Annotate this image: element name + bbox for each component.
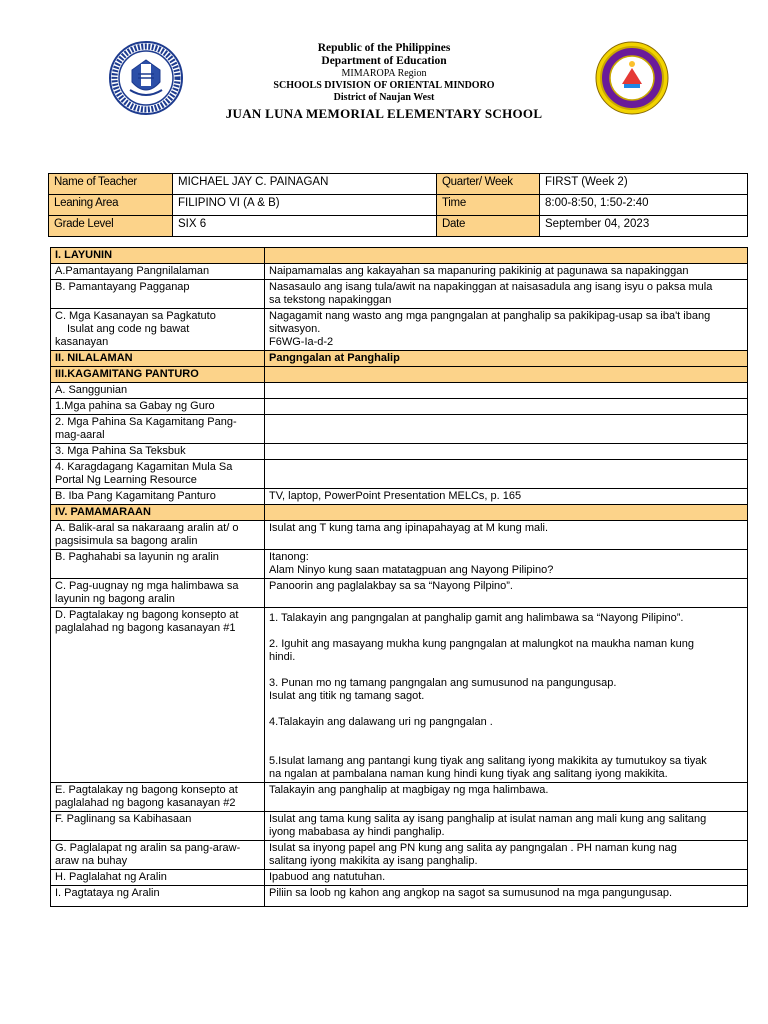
line: pagsisimula sa bagong aralin bbox=[55, 535, 198, 547]
line: F6WG-Ia-d-2 bbox=[269, 336, 334, 348]
empty-cell bbox=[265, 460, 748, 489]
teacher-value: MICHAEL JAY C. PAINAGAN bbox=[173, 174, 437, 195]
empty-cell bbox=[265, 444, 748, 460]
info-row bbox=[49, 195, 748, 216]
row-value bbox=[265, 608, 748, 783]
line: sa tekstong napakinggan bbox=[269, 294, 392, 306]
line: Nasasaulo ang isang tula/awit na napakinggan at naisasadula ang isang isyu o paksa mula bbox=[269, 281, 713, 293]
table-row bbox=[51, 383, 748, 399]
line: C. Pag-uugnay ng mga halimbawa sa bbox=[55, 580, 239, 592]
date-label: Date bbox=[437, 216, 540, 237]
school-name: JUAN LUNA MEMORIAL ELEMENTARY SCHOOL bbox=[225, 106, 543, 121]
row-label bbox=[51, 309, 265, 351]
row-value: Panoorin ang paglalakbay sa sa “Nayong Pilpino”. bbox=[265, 579, 748, 608]
line: A. Balik-aral sa nakaraang aralin at/ o bbox=[55, 522, 239, 534]
section-row bbox=[51, 367, 748, 383]
line: Isulat ang code ng bawat bbox=[67, 323, 190, 335]
table-row bbox=[51, 489, 748, 505]
line: Nagagamit nang wasto ang mga pangngalan at panghalip sa pakikipag-usap sa iba't ibang bbox=[269, 310, 711, 322]
row-label bbox=[51, 608, 265, 783]
row-value: Isulat ang T kung tama ang ipinapahayag at M kung mali. bbox=[265, 521, 748, 550]
table-row bbox=[51, 550, 748, 579]
table-row bbox=[51, 608, 748, 783]
empty-cell bbox=[265, 383, 748, 399]
quarter-value: FIRST (Week 2) bbox=[540, 174, 748, 195]
area-value: FILIPINO VI (A & B) bbox=[173, 195, 437, 216]
line: araw na buhay bbox=[55, 855, 128, 867]
line: layunin ng bagong aralin bbox=[55, 593, 175, 605]
line: C. Mga Kasanayan sa Pagkatuto bbox=[55, 310, 216, 322]
line: paglalahad ng bagong kasanayan #1 bbox=[55, 622, 236, 634]
row-label bbox=[51, 460, 265, 489]
table-row bbox=[51, 783, 748, 812]
row-label bbox=[51, 841, 265, 870]
table-row bbox=[51, 460, 748, 489]
table-row bbox=[51, 415, 748, 444]
row-label: 3. Mga Pahina Sa Teksbuk bbox=[51, 444, 265, 460]
line: Alam Ninyo kung saan matatagpuan ang Nayong Pilipino? bbox=[269, 564, 554, 576]
row-value bbox=[265, 550, 748, 579]
line: paglalahad ng bagong kasanayan #2 bbox=[55, 797, 236, 809]
line: 4.Talakayin ang dalawang uri ng pangngalan . bbox=[269, 716, 493, 728]
table-row bbox=[51, 812, 748, 841]
row-label: I. Pagtataya ng Aralin bbox=[51, 886, 265, 907]
row-label: 1.Mga pahina sa Gabay ng Guro bbox=[51, 399, 265, 415]
empty-cell bbox=[265, 415, 748, 444]
time-value: 8:00-8:50, 1:50-2:40 bbox=[540, 195, 748, 216]
quarter-label: Quarter/ Week bbox=[437, 174, 540, 195]
row-label: B. Pamantayang Pagganap bbox=[51, 280, 265, 309]
table-row bbox=[51, 521, 748, 550]
line: Isulat sa inyong papel ang PN kung ang salita ay pangngalan . PH naman kung nag bbox=[269, 842, 677, 854]
row-value: Talakayin ang panghalip at magbigay ng mga halimbawa. bbox=[265, 783, 748, 812]
line: Isulat ang titik ng tamang sagot. bbox=[269, 690, 425, 702]
lesson-plan-table bbox=[50, 247, 748, 907]
table-row bbox=[51, 264, 748, 280]
line: Itanong: bbox=[269, 551, 309, 563]
row-label: A. Sanggunian bbox=[51, 383, 265, 399]
letterhead bbox=[0, 42, 768, 122]
info-row bbox=[49, 174, 748, 195]
line: na ngalan at pambalana naman kung hindi kung tiyak ang salitang iyong makikita. bbox=[269, 768, 668, 780]
date-value: September 04, 2023 bbox=[540, 216, 748, 237]
row-label: F. Paglinang sa Kabihasaan bbox=[51, 812, 265, 841]
row-value bbox=[265, 309, 748, 351]
line: 3. Punan mo ng tamang pangngalan ang sumusunod na pangungusap. bbox=[269, 677, 617, 689]
row-value bbox=[265, 280, 748, 309]
table-row bbox=[51, 309, 748, 351]
line: 4. Karagdagang Kagamitan Mula Sa bbox=[55, 461, 233, 473]
section-layunin: I. LAYUNIN bbox=[51, 248, 265, 264]
line: Isulat ang tama kung salita ay isang panghalip at isulat naman ang mali kung ang salitang bbox=[269, 813, 707, 825]
division-line: SCHOOLS DIVISION OF ORIENTAL MINDORO bbox=[273, 80, 495, 91]
line: G. Paglalapat ng aralin sa pang-araw- bbox=[55, 842, 241, 854]
time-label: Time bbox=[437, 195, 540, 216]
region-line: MIMAROPA Region bbox=[341, 68, 427, 79]
info-row bbox=[49, 216, 748, 237]
line: sitwasyon. bbox=[269, 323, 321, 335]
line: 2. Iguhit ang masayang mukha kung pangngalan at malungkot na maukha naman kung bbox=[269, 638, 695, 650]
row-value: Ipabuod ang natutuhan. bbox=[265, 870, 748, 886]
row-label: A.Pamantayang Pangnilalaman bbox=[51, 264, 265, 280]
line: hindi. bbox=[269, 651, 296, 663]
row-value: Naipamamalas ang kakayahan sa mapanuring pakikinig at pagunawa sa napakinggan bbox=[265, 264, 748, 280]
section-row bbox=[51, 248, 748, 264]
area-label: Leaning Area bbox=[49, 195, 173, 216]
district-line: District of Naujan West bbox=[333, 92, 435, 103]
line: 5.Isulat lamang ang pantangi kung tiyak ang salitang iyong makikita ay tumutukoy sa tiyak bbox=[269, 755, 707, 767]
line: 2. Mga Pahina Sa Kagamitang Pang- bbox=[55, 416, 237, 428]
line: kasanayan bbox=[55, 336, 109, 348]
row-label bbox=[51, 783, 265, 812]
row-label bbox=[51, 521, 265, 550]
line: 1. Talakayin ang pangngalan at panghalip gamit ang halimbawa sa “Nayong Pilipino”. bbox=[269, 612, 684, 624]
section-pamamaraan: IV. PAMAMARAAN bbox=[51, 505, 265, 521]
line: D. Pagtalakay ng bagong konsepto at bbox=[55, 609, 239, 621]
table-row bbox=[51, 280, 748, 309]
row-label bbox=[51, 579, 265, 608]
section-kagamitan: III.KAGAMITANG PANTURO bbox=[51, 367, 265, 383]
line: iyong mababasa ay hindi panghalip. bbox=[269, 826, 445, 838]
republic-line: Republic of the Philippines bbox=[317, 42, 451, 54]
department-line: Department of Education bbox=[321, 55, 447, 67]
line: salitang iyong makikita ay isang panghalip. bbox=[269, 855, 478, 867]
row-label: H. Paglalahat ng Aralin bbox=[51, 870, 265, 886]
section-value: Pangngalan at Panghalip bbox=[265, 351, 748, 367]
table-row bbox=[51, 399, 748, 415]
row-label: B. Paghahabi sa layunin ng aralin bbox=[51, 550, 265, 579]
section-row bbox=[51, 351, 748, 367]
grade-value: SIX 6 bbox=[173, 216, 437, 237]
line: Portal Ng Learning Resource bbox=[55, 474, 197, 486]
teacher-info-table bbox=[48, 173, 748, 237]
row-label: B. Iba Pang Kagamitang Panturo bbox=[51, 489, 265, 505]
row-value: TV, laptop, PowerPoint Presentation MELCs, p. 165 bbox=[265, 489, 748, 505]
section-nilalaman: II. NILALAMAN bbox=[51, 351, 265, 367]
empty-cell bbox=[265, 399, 748, 415]
empty-cell bbox=[265, 248, 748, 264]
teacher-label: Name of Teacher bbox=[49, 174, 173, 195]
row-label bbox=[51, 415, 265, 444]
empty-cell bbox=[265, 505, 748, 521]
row-value bbox=[265, 841, 748, 870]
table-row bbox=[51, 444, 748, 460]
grade-label: Grade Level bbox=[49, 216, 173, 237]
table-row bbox=[51, 870, 748, 886]
row-value: Piliin sa loob ng kahon ang angkop na sagot sa sumusunod na mga pangungusap. bbox=[265, 886, 748, 907]
row-value bbox=[265, 812, 748, 841]
table-row bbox=[51, 841, 748, 870]
line: mag-aaral bbox=[55, 429, 105, 441]
empty-cell bbox=[265, 367, 748, 383]
line: E. Pagtalakay ng bagong konsepto at bbox=[55, 784, 238, 796]
section-row bbox=[51, 505, 748, 521]
table-row bbox=[51, 579, 748, 608]
table-row bbox=[51, 886, 748, 907]
